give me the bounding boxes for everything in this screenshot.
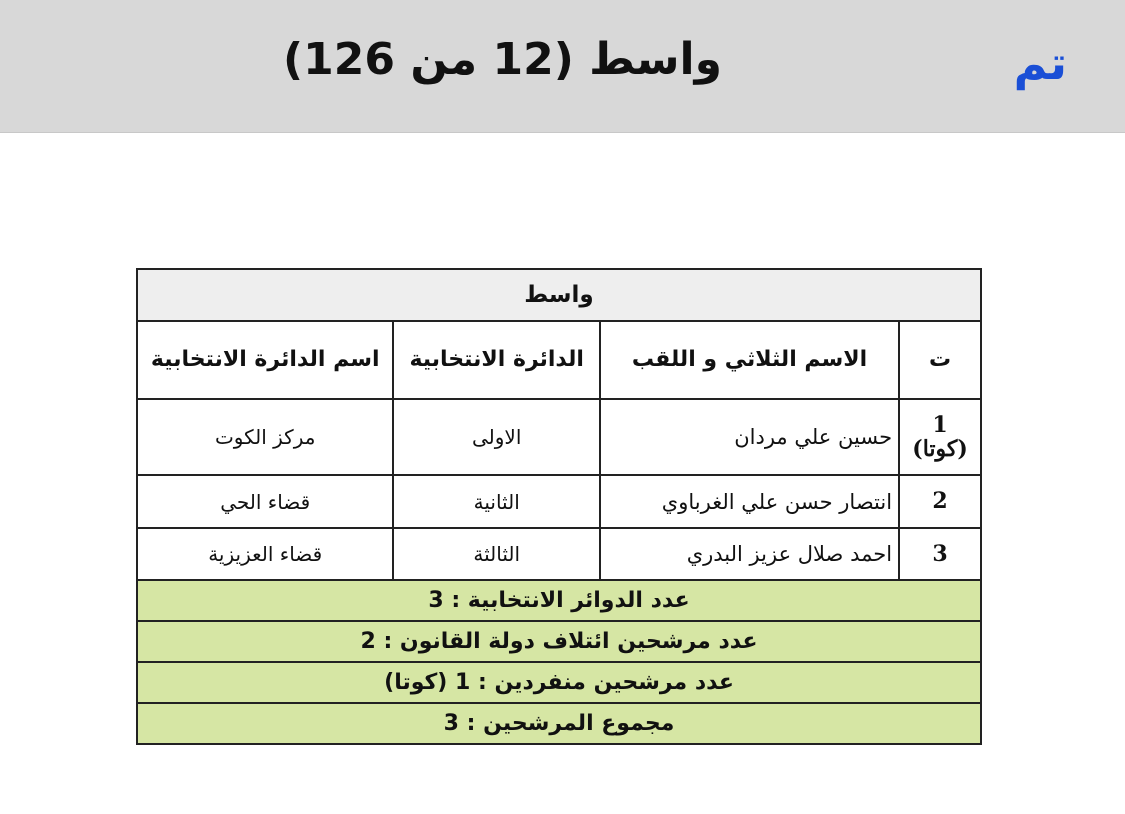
table-row (137, 475, 981, 528)
table-row (137, 399, 981, 475)
cell-num-note: (كوتا) (912, 436, 968, 462)
table-row (137, 528, 981, 580)
summary-row (137, 703, 981, 744)
cell-name: احمد صلال عزيز البدري (600, 528, 899, 580)
cell-num: 3 (899, 528, 981, 580)
summary-independent: عدد مرشحين منفردين : 1 (كوتا) (137, 662, 981, 703)
cell-area: قضاء العزيزية (137, 528, 393, 580)
status-label: تم (1013, 36, 1067, 90)
summary-row (137, 621, 981, 662)
cell-name: حسين علي مردان (600, 399, 899, 475)
cell-num: 2 (899, 475, 981, 528)
cell-area: مركز الكوت (137, 399, 393, 475)
summary-coalition: عدد مرشحين ائتلاف دولة القانون : 2 (137, 621, 981, 662)
cell-name: انتصار حسن علي الغرباوي (600, 475, 899, 528)
header-circuit: الدائرة الانتخابية (393, 321, 600, 399)
summary-row (137, 662, 981, 703)
page-title: واسط (12 من 126) (283, 34, 722, 85)
cell-circuit: الاولى (393, 399, 600, 475)
summary-total: مجموع المرشحين : 3 (137, 703, 981, 744)
header-bar (0, 0, 1125, 133)
candidates-table (136, 268, 982, 745)
table-title-row (137, 269, 981, 321)
header-num: ت (899, 321, 981, 399)
cell-circuit: الثانية (393, 475, 600, 528)
header-name: الاسم الثلاثي و اللقب (600, 321, 899, 399)
table-header-row (137, 321, 981, 399)
header-area: اسم الدائرة الانتخابية (137, 321, 393, 399)
summary-circuits: عدد الدوائر الانتخابية : 3 (137, 580, 981, 621)
table-title: واسط (137, 269, 981, 321)
cell-num-value: 1 (932, 411, 948, 438)
cell-circuit: الثالثة (393, 528, 600, 580)
cell-area: قضاء الحي (137, 475, 393, 528)
cell-num (899, 399, 981, 475)
summary-row (137, 580, 981, 621)
